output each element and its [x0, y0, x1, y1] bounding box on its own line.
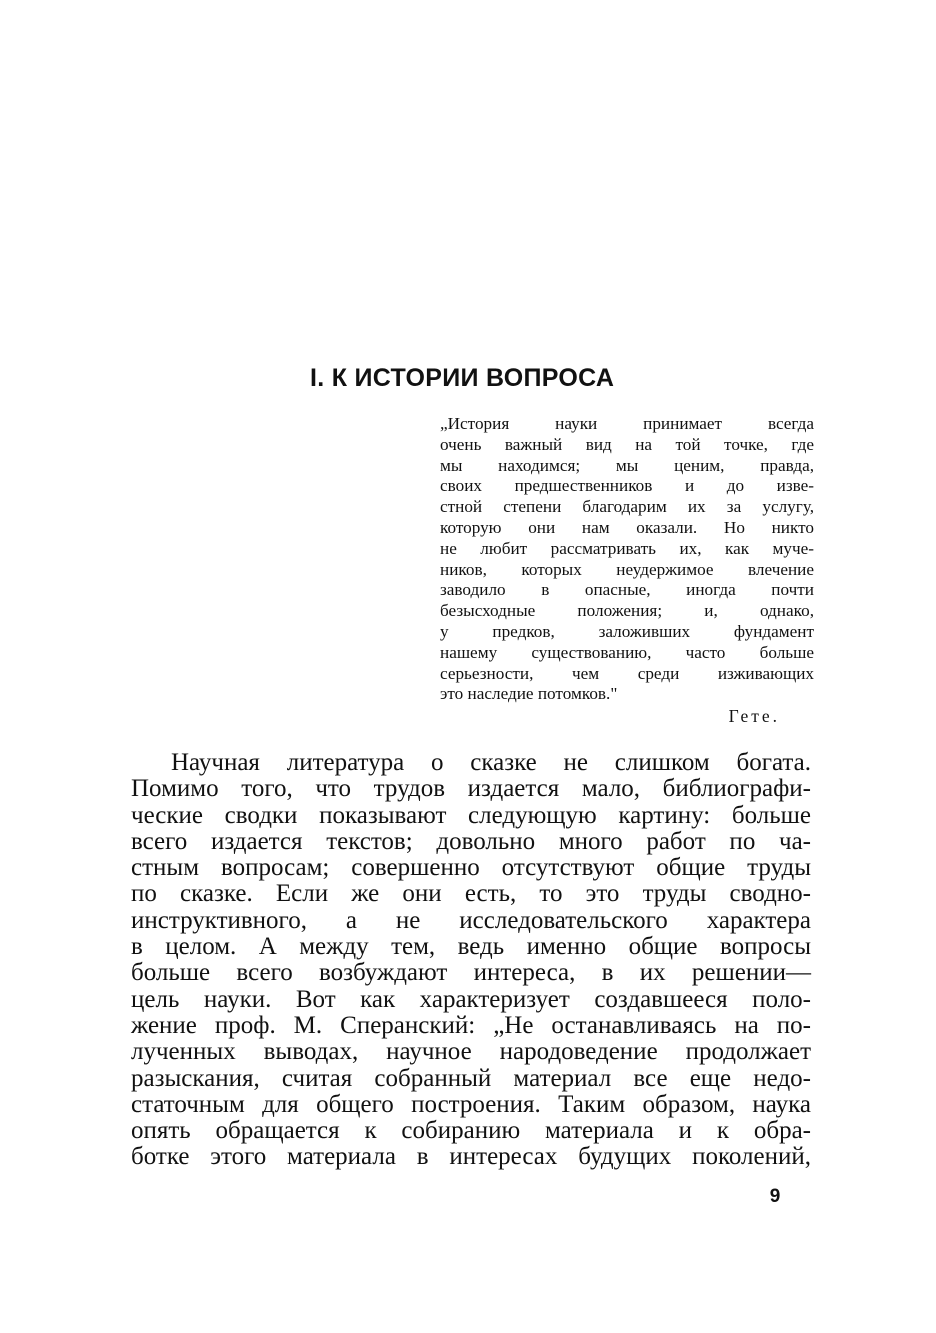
body-line: статочным для общего построения. Таким образом, наука: [131, 1090, 811, 1118]
body-line: ческие сводки показывают следующую картину: больше: [131, 801, 811, 829]
body-line: инструктивного, а не исследовательского характера: [131, 906, 811, 934]
page-number: 9: [769, 1186, 781, 1207]
body-line: всего издается текстов; довольно много работ по ча-: [131, 827, 811, 855]
body-line: больше всего возбуждают интереса, в их решении—: [131, 959, 811, 987]
epigraph-line: серьезности, чем среди изживающих: [440, 663, 814, 683]
body-line: лученных выводах, научное народоведение продолжает: [131, 1038, 811, 1066]
epigraph-line: у предков, заложивших фундамент: [440, 621, 814, 641]
body-line: цель науки. Вот как характеризует создавшееся поло-: [131, 985, 811, 1013]
body-line: ботке этого материала в интересах будущих поколений,: [131, 1143, 811, 1171]
epigraph-line: своих предшественников и до изве-: [440, 476, 814, 496]
epigraph-line: это наследие потомков.": [440, 684, 618, 704]
chapter-title: I. К ИСТОРИИ ВОПРОСА: [310, 364, 615, 392]
epigraph-line: которую они нам оказали. Но никто: [440, 517, 814, 537]
epigraph-line: заводило в опасные, иногда почти: [440, 580, 814, 600]
body-line: Научная литература о сказке не слишком богата.: [171, 749, 811, 776]
epigraph: [440, 414, 814, 727]
body-line: в целом. А между тем, ведь именно общие вопросы: [131, 933, 811, 961]
epigraph-line: стной степени благодарим их за услугу,: [440, 497, 814, 517]
body-line: разыскания, считая собранный материал все еще недо-: [131, 1064, 811, 1092]
epigraph-author: Гете.: [728, 706, 780, 727]
body-line: стным вопросам; совершенно отсутствуют общие труды: [131, 854, 811, 882]
epigraph-line: ников, которых неудержимое влечение: [440, 559, 814, 579]
epigraph-line: мы находимся; мы ценим, правда,: [440, 455, 814, 475]
body-line: Помимо того, что трудов издается мало, библиографи-: [131, 775, 811, 803]
epigraph-line: безысходные положения; и, однако,: [440, 601, 814, 621]
epigraph-line: нашему существованию, часто больше: [440, 642, 814, 662]
epigraph-line: не любит рассматривать их, как муче-: [440, 538, 814, 558]
epigraph-line: „История науки принимает всегда: [440, 414, 814, 433]
body-paragraph: [131, 750, 811, 1171]
body-line: по сказке. Если же они есть, то это труды сводно-: [131, 880, 811, 908]
body-line: жение проф. М. Сперанский: „Не останавливаясь на по-: [131, 1011, 811, 1039]
epigraph-line: очень важный вид на той точке, где: [440, 434, 814, 454]
body-line: опять обращается к собиранию материала и к обра-: [131, 1117, 811, 1145]
